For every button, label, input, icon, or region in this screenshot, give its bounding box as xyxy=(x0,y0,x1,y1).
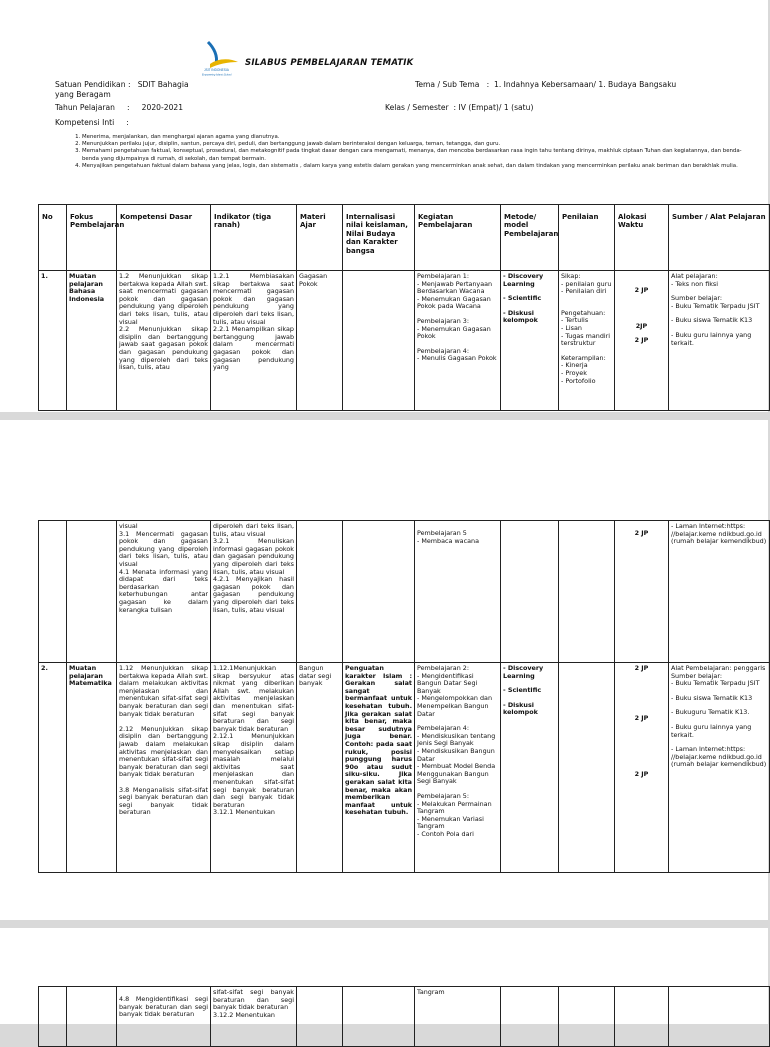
sumber-line: Alat pelajaran: xyxy=(671,272,718,280)
sumber-line: Alat Pembelajaran: penggaris xyxy=(671,664,766,672)
kegiatan-line: Pembelajaran 5: xyxy=(417,791,469,800)
alokasi-value: 2 JP xyxy=(634,713,649,722)
table-row xyxy=(39,987,770,1047)
kegiatan-line: Pembelajaran 5 xyxy=(417,529,467,537)
cell-fokus: Muatan pelajaran Matematika xyxy=(67,663,117,873)
kegiatan-line: - Menjawab Pertanyaan Berdasarkan Wacana xyxy=(417,279,493,296)
cell-kegiatan xyxy=(415,663,501,873)
logo-tagline: Empowering Islamic School xyxy=(202,73,232,77)
kegiatan-line: - Menulis Gagasan Pokok xyxy=(417,354,497,363)
cell-kd: 1.12 Menunjukkan sikap bertakwa kepada Allah swt. dalam melakukan aktivitas menjelaskan dan menentukan sifat-sifat segi banyak beraturan dan segi banyak tidak beraturan 2.12 Menunjukkan sikap disiplin dan bertanggung jawab dalam melakukan aktivitas menjelaskan dan menentukan sifat-sifat segi banyak beraturan dan segi banyak tidak beraturan 3.8 Menganalisis sifat-sifat segi banyak beraturan dan segi banyak tidak beraturan xyxy=(117,663,211,873)
sumber-line: - Teks non fiksi xyxy=(671,279,719,288)
cell-metode xyxy=(501,521,559,663)
kegiatan-line: - Mendiskusikan Bangun Datar xyxy=(417,746,495,763)
cell-internalisasi xyxy=(343,987,415,1047)
penilaian-item: - Portofolio xyxy=(561,376,596,385)
cell-materi xyxy=(297,987,343,1047)
cell-internalisasi xyxy=(343,271,415,411)
cell-metode xyxy=(501,271,559,411)
metode-item: - Discovery Learning xyxy=(503,664,544,680)
header-kd: Kompetensi Dasar xyxy=(117,205,211,271)
page-1 xyxy=(0,0,768,412)
cell-metode xyxy=(501,663,559,873)
cell-kegiatan xyxy=(415,271,501,411)
cell-fokus: Muatan pelajaran Bahasa Indonesia xyxy=(67,271,117,411)
penilaian-item: - Tertulis xyxy=(561,316,589,325)
penilaian-item: - Penilaian diri xyxy=(561,287,607,296)
kegiatan-line: - Mengelompokkan dan Menempelkan Bangun Datar xyxy=(417,694,493,718)
sumber-line: - Buku siswa Tematik K13 xyxy=(671,316,753,325)
kegiatan-line: - Membuat Model Benda Menggunakan Bangun Segi Banyak xyxy=(417,762,496,786)
penilaian-item: - Tugas mandiri terstruktur xyxy=(561,331,611,348)
penilaian-pengetahuan-label: Pengetahuan: xyxy=(561,308,606,317)
cell-penilaian xyxy=(559,663,615,873)
kompetensi-inti-list xyxy=(68,134,742,170)
ki-item: 1. Menerima, menjalankan, dan menghargai ajaran agama yang dianutnya. xyxy=(82,134,742,141)
penilaian-sikap-label: Sikap: xyxy=(561,272,581,280)
alokasi-value: 2JP xyxy=(635,321,648,330)
table-row xyxy=(39,521,770,663)
penilaian-item: - penilaian guru xyxy=(561,279,612,288)
cell-fokus xyxy=(67,987,117,1047)
alokasi-value: 2 JP xyxy=(634,286,649,294)
cell-indikator: 1.12.1Menunjukkan sikap bersyukur atas nikmat yang diberikan Allah swt. melakukan aktivitas menjelaskan dan menentukan sifat-sifat segi banyak beraturan dan segi banyak tidak beraturan 2.12.1 Menunjukkan sikap disiplin dalam menyelesaikan setiap masalah melalui aktivitas saat menjelaskan dan menentukan sifat-sifat segi banyak beraturan dan segi banyak tidak beraturan 3.12.1 Menentukan xyxy=(211,663,297,873)
kegiatan-line: Pembelajaran 2: xyxy=(417,664,469,672)
cell-kd: 1.2 Menunjukkan sikap bertakwa kepada Allah swt. saat mencermati gagasan pokok dan gagasan pendukung yang diperoleh dari teks lisan, tulis, atau visual 2.2 Menunjukkan sikap disiplin dan bertanggung jawab saat gagasan pokok dan gagasan pendukung yang diperoleh dari teks lisan, tulis, atau xyxy=(117,271,211,411)
cell-kegiatan: Tangram xyxy=(415,987,501,1047)
kegiatan-line: - Menemukan Variasi Tangram xyxy=(417,814,484,831)
syllabus-table xyxy=(38,204,770,411)
kegiatan-line: - Melakukan Permainan Tangram xyxy=(417,799,492,816)
cell-no: 1. xyxy=(39,271,67,411)
logo-text: JSIT INDONESIA xyxy=(204,68,229,72)
sumber-line: - Laman Internet:https: //belajar.keme ndikbud.go.id (rumah belajar kemendikbud) xyxy=(671,745,767,769)
kegiatan-line: Pembelajaran 4: xyxy=(417,724,469,733)
kegiatan-line: - Mendiskusikan tentang Jenis Segi Banyak xyxy=(417,731,496,748)
kegiatan-line: Pembelajaran 1: xyxy=(417,272,469,280)
kegiatan-line: - Contoh Pola dari xyxy=(417,829,474,838)
page-2 xyxy=(0,420,768,920)
cell-internalisasi: Penguatan karakter Islam : Gerakan salat sangat bermanfaat untuk kesehatan tubuh. Jika gerakan salat kita benar, maka besar sudutnya juga benar. Contoh: pada saat rukuk, posisi punggung harus 90o atau sudut siku-siku. Jika gerakan salat kita benar, maka akan memberikan manfaat untuk kesehatan tubuh. xyxy=(343,663,415,873)
sumber-line: - Buku Tematik Terpadu JSIT xyxy=(671,679,760,688)
penilaian-keterampilan-label: Keterampilan: xyxy=(561,353,606,362)
sumber-line: - Bukuguru Tematik K13. xyxy=(671,708,750,717)
metode-item: - Scientific xyxy=(503,686,542,695)
sumber-line: Sumber belajar: xyxy=(671,671,723,680)
penilaian-item: - Proyek xyxy=(561,368,587,377)
cell-sumber: - Laman Internet:https: //belajar.keme ndikbud.go.id (rumah belajar kemendikbud) xyxy=(669,521,770,663)
cell-metode xyxy=(501,987,559,1047)
cell-alokasi xyxy=(615,663,669,873)
cell-kegiatan xyxy=(415,521,501,663)
cell-kd xyxy=(117,987,211,1047)
cell-no xyxy=(39,987,67,1047)
kegiatan-line: Pembelajaran 4: xyxy=(417,346,469,355)
cell-sumber xyxy=(669,271,770,411)
kegiatan-line: - Mengidentifikasi Bangun Datar Segi Banyak xyxy=(417,671,478,695)
header-materi: Materi Ajar xyxy=(297,205,343,271)
cell-internalisasi xyxy=(343,521,415,663)
metode-item: - Discovery Learning xyxy=(503,272,544,288)
header-penilaian: Penilaian xyxy=(559,205,615,271)
header-kegiatan: Kegiatan Pembelajaran xyxy=(415,205,501,271)
kegiatan-line: - Membaca wacana xyxy=(417,536,479,545)
cell-indikator: diperoleh dari teks lisan, tulis, atau visual 3.2.1 Menuliskan informasi gagasan pokok dan gagasan pendukung yang diperoleh dari teks lisan, tulis, atau visual 4.2.1 Menyajikan hasil gagasan pokok dan gagasan pendukung yang diperoleh dari teks lisan, tulis, atau visual xyxy=(211,521,297,663)
cell-penilaian xyxy=(559,521,615,663)
penilaian-item: - Lisan xyxy=(561,323,582,332)
logo-leaf-gold xyxy=(210,59,238,68)
syllabus-table-continued-2 xyxy=(38,986,770,1047)
logo-leaf-blue xyxy=(208,42,217,64)
tema-subtema: Tema / Sub Tema : 1. Indahnya Kebersamaan/ 1. Budaya Bangsaku xyxy=(415,80,677,89)
kelas-semester: Kelas / Semester : IV (Empat)/ 1 (satu) xyxy=(385,103,534,112)
header-internalisasi: Internalisasi nilai keislaman, Nilai Budaya dan Karakter bangsa xyxy=(343,205,415,271)
sumber-line: - Buku Tematik Terpadu JSIT xyxy=(671,301,760,310)
ki-item: 4. Menyajikan pengetahuan faktual dalam bahasa yang jelas, logis, dan sistematis , dalam karya yang estetis dalam gerakan yang mencerminkan anak sehat, dan dalam tindakan yang mencerminkan perilaku anak beriman dan berakhlak mulia. xyxy=(82,163,742,170)
sumber-line: - Buku siswa Tematik K13 xyxy=(671,693,753,702)
metode-item: - Scientific xyxy=(503,294,542,303)
cell-sumber xyxy=(669,987,770,1047)
cell-alokasi xyxy=(615,521,669,663)
kd-text: 4.8 Mengidentifikasi segi banyak beraturan dan segi banyak tidak beraturan xyxy=(119,995,208,1019)
header-no: No xyxy=(39,205,67,271)
cell-materi: Bangun datar segi banyak xyxy=(297,663,343,873)
cell-no xyxy=(39,521,67,663)
cell-sumber xyxy=(669,663,770,873)
header-alokasi: Alokasi Waktu xyxy=(615,205,669,271)
alokasi-value: 2 JP xyxy=(634,770,649,779)
page-3 xyxy=(0,928,768,1024)
alokasi-value: 2 JP xyxy=(634,529,649,537)
kegiatan-line: - Menemukan Gagasan Pokok pada Wacana xyxy=(417,294,491,311)
satuan-pendidikan: Satuan Pendidikan : SDIT Bahagia yang Beragam xyxy=(55,80,189,99)
alokasi-value: 2 JP xyxy=(634,336,649,345)
metode-item: - Diskusi kelompok xyxy=(503,700,538,717)
kompetensi-inti-label: Kompetensi Inti : xyxy=(55,118,129,127)
document-title: SILABUS PEMBELAJARAN TEMATIK xyxy=(245,58,414,68)
ki-item: 2. Menunjukkan perilaku jujur, disiplin, santun, percaya diri, peduli, dan bertanggung jawab dalam berinteraksi dengan keluarga, teman, tetangga, dan guru. xyxy=(82,141,742,148)
header-indikator: Indikator (tiga ranah) xyxy=(211,205,297,271)
syllabus-table-continued xyxy=(38,520,770,873)
cell-materi xyxy=(297,521,343,663)
cell-kd: visual 3.1 Mencermati gagasan pokok dan gagasan pendukung yang diperoleh dari teks lisan, tulis, atau visual 4.1 Menata informasi yang didapat dari teks berdasarkan keterhubungan antar gagasan ke dalam kerangka tulisan xyxy=(117,521,211,663)
tahun-pelajaran: Tahun Pelajaran : 2020-2021 xyxy=(55,103,184,112)
penilaian-item: - Kinerja xyxy=(561,361,588,370)
header-sumber: Sumber / Alat Pelajaran xyxy=(669,205,770,271)
cell-indikator: sifat-sifat segi banyak beraturan dan segi banyak tidak beraturan 3.12.2 Menentukan xyxy=(211,987,297,1047)
sumber-line: Sumber belajar: xyxy=(671,294,723,303)
ki-item: 3. Memahami pengetahuan faktual, konseptual, prosedural, dan metakognitif pada tingkat dasar dengan cara mengamati, menanya, dan mencoba berdasarkan rasa ingin tahu tentang dirinya, makhluk ciptaan Tuhan dan kegiatannya, dan benda-benda yang dijumpainya di rumah, di sekolah, dan tempat bermain. xyxy=(82,148,742,162)
header-metode: Metode/ model Pembelajaran xyxy=(501,205,559,271)
cell-materi: Gagasan Pokok xyxy=(297,271,343,411)
cell-penilaian xyxy=(559,987,615,1047)
sumber-line: - Buku guru lainnya yang terkait. xyxy=(671,330,752,347)
cell-penilaian xyxy=(559,271,615,411)
sumber-line: - Buku guru lainnya yang terkait. xyxy=(671,722,752,739)
cell-alokasi xyxy=(615,271,669,411)
jsit-logo xyxy=(196,38,246,78)
kegiatan-line: - Menemukan Gagasan Pokok xyxy=(417,324,491,341)
header-fokus: Fokus Pembelajaran xyxy=(67,205,117,271)
cell-no: 2. xyxy=(39,663,67,873)
table-row xyxy=(39,663,770,873)
table-row xyxy=(39,271,770,411)
cell-fokus xyxy=(67,521,117,663)
alokasi-value: 2 JP xyxy=(634,664,649,672)
cell-indikator: 1.2.1 Membiasakan sikap bertakwa saat mencermati gagasan pokok dan gagasan pendukung yang diperoleh dari teks lisan, tulis, atau visual 2.2.1 Menampilkan sikap bertanggung jawab dalam mencermati gagasan pokok dan gagasan pendukung yang xyxy=(211,271,297,411)
cell-alokasi xyxy=(615,987,669,1047)
table-header-row xyxy=(39,205,770,271)
metode-item: - Diskusi kelompok xyxy=(503,308,538,325)
kegiatan-line: Pembelajaran 3: xyxy=(417,316,469,325)
